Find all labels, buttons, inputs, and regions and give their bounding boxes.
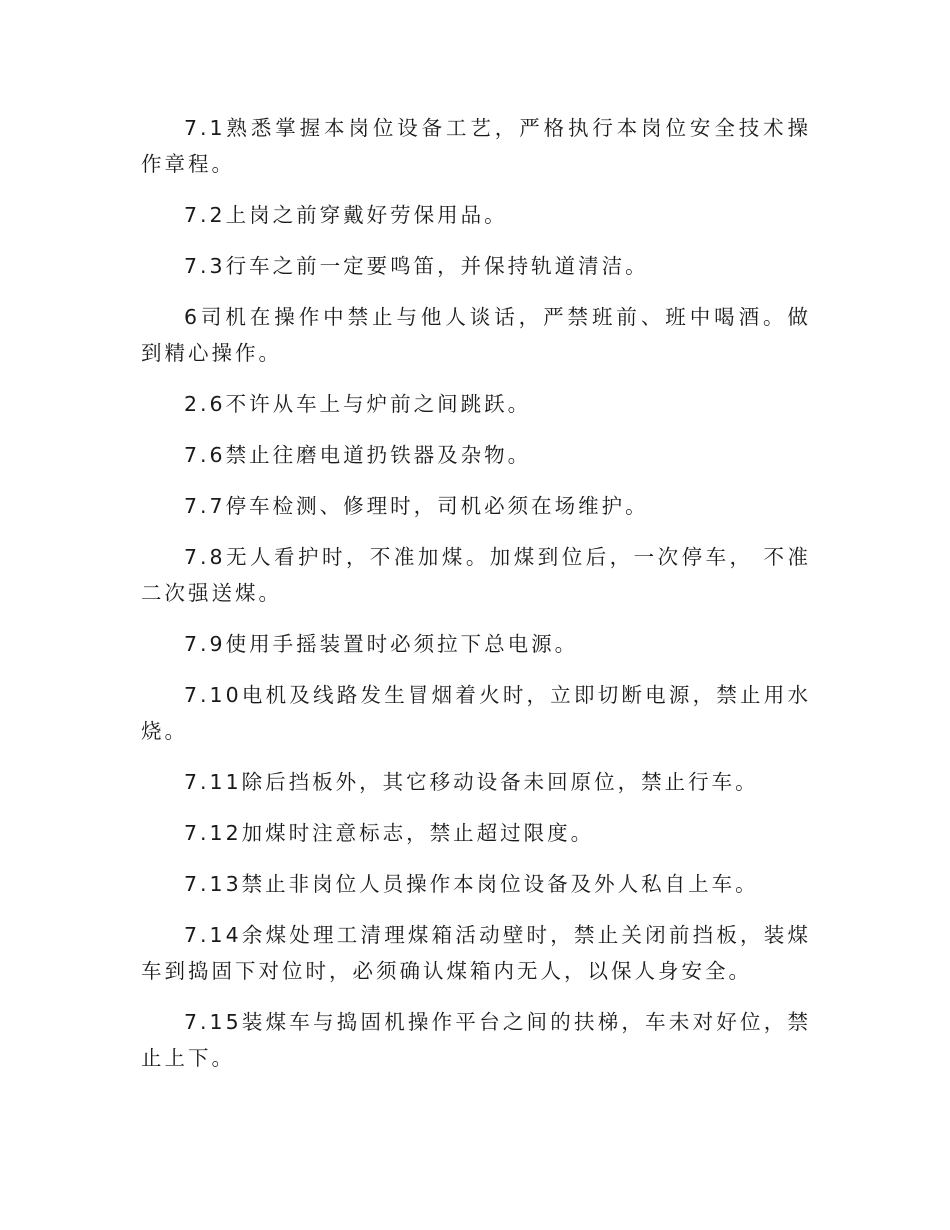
paragraph-7-13: 7.13禁止非岗位人员操作本岗位设备及外人私自上车。 [184,872,759,896]
paragraph-2-6: 2.6不许从车上与炉前之间跳跃。 [184,392,532,416]
paragraph-7-11: 7.11除后挡板外，其它移动设备未回原位，禁止行车。 [184,770,759,794]
paragraph-7-8: 7.8无人看护时，不准加煤。加煤到位后，一次停车， 不准二次强送煤。 [141,545,811,605]
paragraph-7-12: 7.12加煤时注意标志，禁止超过限度。 [184,821,595,845]
paragraph-7-9: 7.9使用手摇装置时必须拉下总电源。 [184,632,579,656]
paragraph-7-1: 7.1熟悉掌握本岗位设备工艺，严格执行本岗位安全技术操作章程。 [141,116,811,176]
paragraph-7-14: 7.14余煤处理工清理煤箱活动壁时，禁止关闭前挡板，装煤车到捣固下对位时，必须确认煤箱内无人，以保人身安全。 [141,923,811,983]
paragraph-7-6: 7.6禁止往磨电道扔铁器及杂物。 [184,443,532,467]
paragraph-7-3: 7.3行车之前一定要鸣笛，并保持轨道清洁。 [184,254,649,278]
document-body [141,110,811,1091]
paragraph-7-7: 7.7停车检测、修理时，司机必须在场维护。 [184,494,649,518]
paragraph-7-15: 7.15装煤车与捣固机操作平台之间的扶梯，车未对好位，禁止上下。 [141,1010,811,1070]
paragraph-7-10: 7.10电机及线路发生冒烟着火时，立即切断电源，禁止用水烧。 [141,683,811,743]
paragraph-6: 6司机在操作中禁止与他人谈话，严禁班前、班中喝酒。做到精心操作。 [141,305,811,365]
paragraph-7-2: 7.2上岗之前穿戴好劳保用品。 [184,203,508,227]
